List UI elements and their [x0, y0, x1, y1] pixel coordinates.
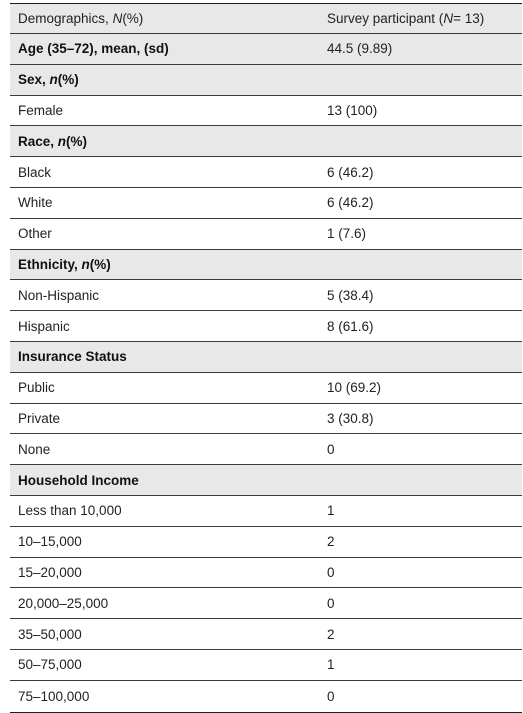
section-label: Insurance Status	[18, 349, 127, 365]
row-value: 0	[327, 441, 335, 457]
table-row	[10, 588, 522, 619]
table-row	[10, 219, 522, 250]
section-label-italic: n	[81, 256, 90, 272]
header-participant-italic: N	[443, 11, 454, 26]
header-participant-suffix: = 13)	[453, 11, 485, 26]
section-label-suffix: (%)	[57, 72, 79, 88]
row-label: Less than 10,000	[18, 503, 122, 519]
section-label-italic: n	[57, 133, 67, 149]
section-label	[18, 250, 111, 280]
row-label: 50–75,000	[18, 657, 82, 673]
row-value: 6 (46.2)	[327, 195, 374, 211]
header-demographics-text: Demographics,	[18, 11, 109, 26]
row-label: Hispanic	[18, 318, 70, 334]
section-label-italic: n	[49, 72, 58, 88]
row-value: 8 (61.6)	[327, 318, 374, 334]
table-row	[10, 188, 522, 219]
demographics-table	[10, 3, 522, 713]
section-label-suffix: (%)	[66, 133, 88, 149]
row-label: 20,000–25,000	[18, 595, 109, 611]
row-label: 35–50,000	[18, 626, 82, 642]
section-row-insurance	[10, 342, 522, 373]
section-label-text: Race,	[18, 133, 55, 149]
row-label: 10–15,000	[18, 534, 82, 550]
table-row	[10, 280, 522, 311]
row-label: Non-Hispanic	[18, 287, 100, 303]
section-row-age	[10, 34, 522, 65]
table-row	[10, 96, 522, 127]
table-row	[10, 650, 522, 681]
section-row-sex	[10, 65, 522, 96]
row-value: 1	[327, 657, 335, 673]
row-label: 15–20,000	[18, 564, 82, 580]
section-row-income	[10, 465, 522, 496]
row-value: 1	[327, 503, 335, 519]
row-value: 13 (100)	[327, 102, 378, 118]
section-label	[18, 126, 87, 156]
section-label-text: Sex,	[18, 72, 46, 88]
row-value: 10 (69.2)	[327, 380, 382, 396]
row-label: 75–100,000	[18, 688, 90, 704]
table-row	[10, 434, 522, 465]
section-row-ethnicity	[10, 250, 522, 281]
row-label: Female	[18, 102, 64, 118]
table-row	[10, 311, 522, 342]
row-value: 0	[327, 564, 335, 580]
header-demographics	[18, 4, 143, 33]
section-label: Household Income	[18, 472, 139, 488]
table-row	[10, 404, 522, 435]
row-value: 6 (46.2)	[327, 164, 374, 180]
row-value: 2	[327, 626, 335, 642]
row-value: 1 (7.6)	[327, 226, 367, 242]
section-label	[18, 65, 79, 95]
table-header-row	[10, 4, 522, 34]
header-survey-participant	[327, 4, 484, 33]
section-label-text: Ethnicity,	[18, 256, 78, 272]
row-value: 44.5 (9.89)	[327, 41, 393, 57]
header-demographics-suffix: (%)	[122, 11, 144, 26]
table-row	[10, 619, 522, 650]
section-label-suffix: (%)	[89, 256, 111, 272]
table-row	[10, 681, 522, 712]
row-value: 3 (30.8)	[327, 410, 374, 426]
row-value: 2	[327, 534, 335, 550]
row-value: 0	[327, 595, 335, 611]
row-label: Other	[18, 226, 52, 242]
row-label: White	[18, 195, 53, 211]
row-label: None	[18, 441, 51, 457]
row-label: Age (35–72), mean, (sd)	[18, 41, 169, 57]
table-row	[10, 527, 522, 558]
section-row-race	[10, 126, 522, 157]
table-row	[10, 157, 522, 188]
row-label: Private	[18, 410, 61, 426]
header-participant-text: Survey participant (	[327, 11, 444, 26]
row-value: 5 (38.4)	[327, 287, 374, 303]
table-row	[10, 373, 522, 404]
table-row	[10, 496, 522, 527]
row-label: Black	[18, 164, 52, 180]
row-label: Public	[18, 380, 55, 396]
table-row	[10, 558, 522, 589]
row-value: 0	[327, 688, 335, 704]
header-demographics-italic: N	[112, 11, 123, 26]
